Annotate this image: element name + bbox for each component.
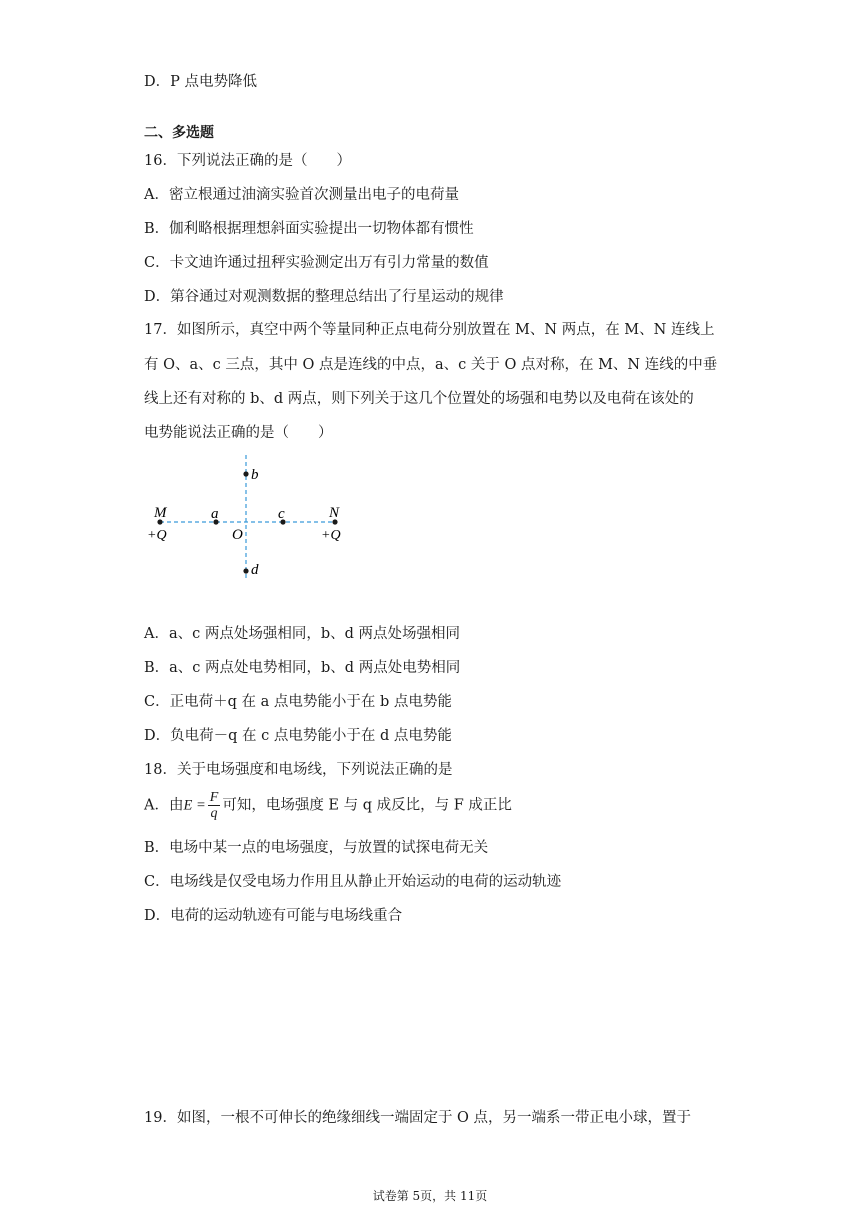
- q18-option-c: C．电场线是仅受电场力作用且从静止开始运动的电荷的运动轨迹: [144, 874, 562, 890]
- q17-stem-line-1: 17．如图所示，真空中两个等量同种正点电荷分别放置在 M、N 两点，在 M、N 连线上: [144, 322, 715, 338]
- q18-option-b: B．电场中某一点的电场强度，与放置的试探电荷无关: [144, 840, 489, 856]
- q18-option-a: [144, 790, 512, 821]
- q18-stem: 18．关于电场强度和电场线，下列说法正确的是: [144, 762, 453, 778]
- point-b: [243, 471, 248, 476]
- formula-numerator: F: [209, 790, 219, 805]
- q17-option-b: B．a、c 两点处电势相同，b、d 两点处电势相同: [144, 660, 461, 676]
- formula-fraction: [208, 790, 221, 821]
- q16-option-a: A．密立根通过油滴实验首次测量出电子的电荷量: [144, 187, 459, 203]
- label-O: O: [232, 527, 243, 543]
- q18-option-d: D．电荷的运动轨迹有可能与电场线重合: [144, 908, 403, 924]
- section-title: 二、多选题: [144, 125, 214, 141]
- q15-option-d: D．P 点电势降低: [144, 74, 257, 90]
- q17-option-d: D．负电荷－q 在 c 点电势能小于在 d 点电势能: [144, 728, 452, 744]
- q17-stem-line-3: 线上还有对称的 b、d 两点，则下列关于这几个位置处的场强和电势以及电荷在该处的: [144, 391, 694, 407]
- q17-option-a: A．a、c 两点处场强相同，b、d 两点处场强相同: [144, 626, 461, 642]
- label-d: d: [251, 562, 259, 578]
- q16-option-d: D．第谷通过对观测数据的整理总结出了行星运动的规律: [144, 289, 504, 305]
- q17-stem-line-4: 电势能说法正确的是（ ）: [144, 425, 333, 441]
- label-b: b: [251, 467, 259, 483]
- page-footer: 试卷第 5页，共 11页: [372, 1189, 488, 1203]
- point-d: [243, 568, 248, 573]
- q18-option-a-prefix: A．由: [144, 797, 184, 814]
- q19-stem: 19．如图，一根不可伸长的绝缘细线一端固定于 O 点，另一端系一带正电小球，置于: [144, 1110, 692, 1126]
- q18-option-a-suffix: 可知，电场强度 E 与 q 成反比，与 F 成正比: [222, 797, 512, 814]
- q16-option-b: B．伽利略根据理想斜面实验提出一切物体都有惯性: [144, 221, 474, 237]
- label-c: c: [278, 506, 285, 522]
- label-qN: +Q: [321, 528, 341, 543]
- formula-denominator: q: [210, 806, 218, 821]
- label-M: M: [154, 505, 167, 521]
- q16-stem: 16．下列说法正确的是（ ）: [144, 153, 351, 169]
- label-a: a: [211, 506, 219, 522]
- label-N: N: [329, 505, 340, 521]
- formula-lhs: E =: [183, 797, 206, 814]
- q17-stem-line-2: 有 O、a、c 三点，其中 O 点是连线的中点，a、c 关于 O 点对称，在 M、N 连线的中垂: [144, 357, 718, 373]
- q17-option-c: C．正电荷＋q 在 a 点电势能小于在 b 点电势能: [144, 694, 452, 710]
- q17-charge-figure: [140, 450, 370, 585]
- label-qM: +Q: [147, 528, 167, 543]
- q16-option-c: C．卡文迪许通过扭秤实验测定出万有引力常量的数值: [144, 255, 489, 271]
